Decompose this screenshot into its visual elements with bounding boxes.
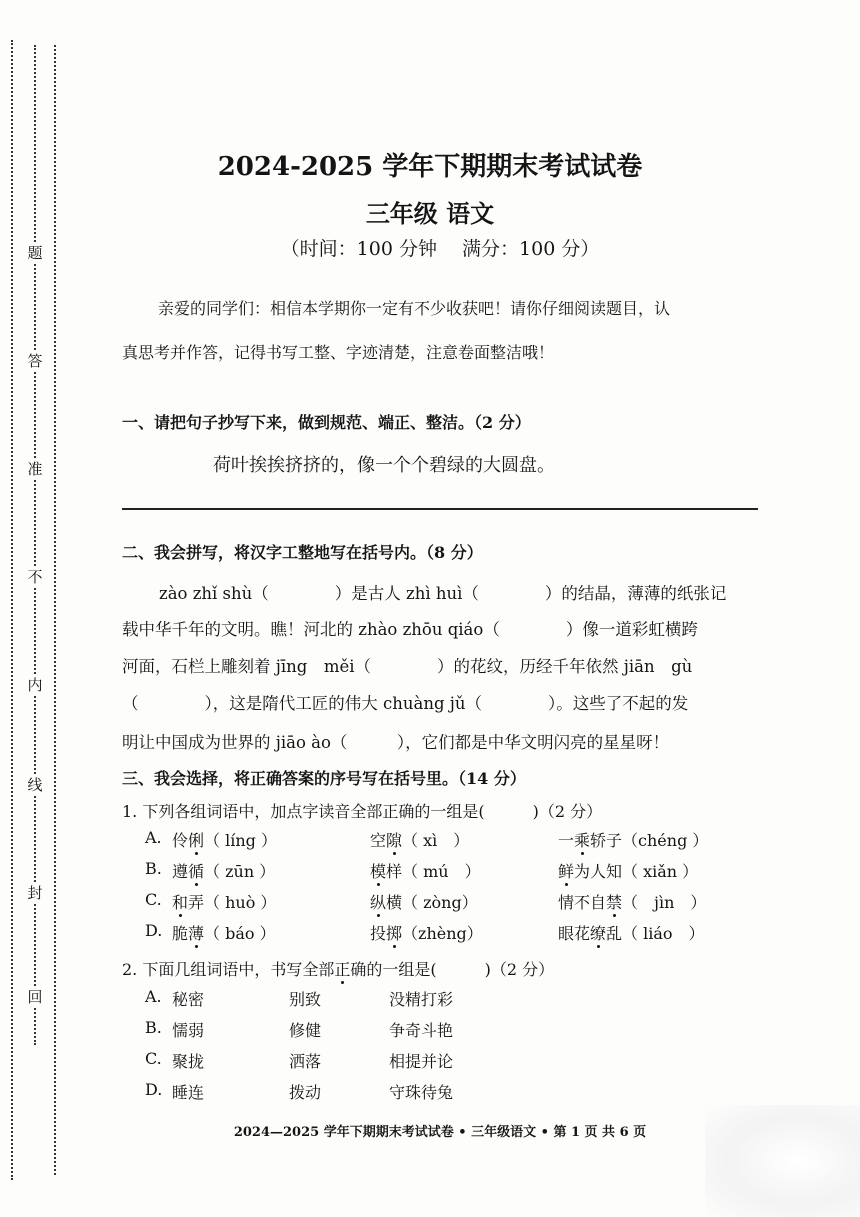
margin-char-6: 线 [27, 776, 43, 794]
q1-option-word: 鲜为人知（ xiǎn ） [558, 862, 699, 881]
pinyin-line-4: （ ），这是隋代工匠的伟大 chuàng jǔ（ ）。这些了不起的发 [122, 694, 689, 713]
q1-option-word: 模样（ mú ） [370, 862, 481, 881]
q2-option-word: 修健 [289, 1021, 322, 1040]
q2-option-word: 守珠待兔 [389, 1083, 454, 1102]
q2-option-word: 睡连 [172, 1083, 205, 1102]
section-3-heading: 三、我会选择，将正确答案的序号写在括号里。（14 分） [122, 769, 526, 788]
q1-option-label: C. [145, 890, 162, 909]
question-2-stem: 2. 下面几组词语中，书写全部正确的一组是( )（2 分） [122, 960, 555, 979]
page-footer: 2024—2025 学年下期期末考试试卷 • 三年级语文 • 第 1 页 共 6 页 [233, 1125, 647, 1140]
q2-option-word: 争奇斗艳 [389, 1021, 454, 1040]
q2-option-word: 没精打彩 [389, 990, 454, 1009]
q1-option-word: 遵循（ zūn ） [172, 862, 276, 881]
section-2-heading: 二、我会拼写，将汉字工整地写在括号内。（8 分） [122, 543, 483, 562]
q2-option-word: 聚拢 [172, 1052, 205, 1071]
q1-option-word: 伶俐（ líng ） [172, 831, 277, 850]
q1-option-label: A. [145, 828, 162, 847]
margin-char-1: 题 [27, 244, 43, 262]
margin-char-4: 不 [27, 568, 43, 586]
q2-option-word: 拨动 [289, 1083, 322, 1102]
q1-option-word: 眼花缭乱（ liáo ） [558, 924, 705, 943]
section-1-heading: 一、请把句子抄写下来，做到规范、端正、整洁。（2 分） [122, 413, 531, 432]
margin-char-7: 封 [27, 884, 43, 902]
copy-sentence: 荷叶挨挨挤挤的，像一个个碧绿的大圆盘。 [213, 455, 555, 476]
question-1-stem: 1. 下列各组词语中，加点字读音全部正确的一组是( )（2 分） [122, 802, 603, 821]
time-info: （时间：100 分钟 满分：100 分） [280, 238, 600, 260]
margin-char-5: 内 [27, 676, 43, 694]
q1-option-word: 投掷（zhèng） [370, 924, 483, 943]
exam-subtitle: 三年级 语文 [365, 199, 495, 228]
q1-option-word: 空隙（ xì ） [370, 831, 470, 850]
q2-option-label: A. [145, 987, 162, 1006]
q1-option-word: 情不自禁（ jìn ） [558, 893, 707, 912]
intro-line-1: 亲爱的同学们：相信本学期你一定有不少收获吧！请你仔细阅读题目，认 [158, 299, 671, 318]
q2-option-word: 洒落 [289, 1052, 322, 1071]
exam-title: 2024-2025 学年下期期末考试试卷 [217, 152, 643, 182]
pinyin-line-2: 载中华千年的文明。瞧！河北的 zhào zhōu qiáo（ ）像一道彩虹横跨 [122, 620, 698, 639]
q1-option-word: 纵横（ zòng） [370, 893, 478, 912]
q1-option-label: D. [145, 921, 163, 940]
margin-char-3: 准 [27, 460, 43, 478]
q2-option-word: 懦弱 [172, 1021, 205, 1040]
q1-option-label: B. [145, 859, 162, 878]
pinyin-line-5: 明让中国成为世界的 jiāo ào（ ），它们都是中华文明闪亮的星星呀！ [122, 733, 670, 752]
q1-option-word: 一乘轿子（chéng ） [558, 831, 709, 850]
q2-option-word: 秘密 [172, 990, 205, 1009]
copy-writing-line [122, 508, 758, 510]
margin-char-8: 回 [27, 988, 43, 1006]
q2-option-label: C. [145, 1049, 162, 1068]
pinyin-line-1: zào zhǐ shù（ ）是古人 zhì huì（ ）的结晶，薄薄的纸张记 [159, 584, 727, 603]
q2-option-label: B. [145, 1018, 162, 1037]
intro-line-2: 真思考并作答，记得书写工整、字迹清楚，注意卷面整洁哦！ [122, 343, 555, 362]
q2-option-word: 别致 [289, 990, 322, 1009]
q1-option-word: 和弄（ huò ） [172, 893, 277, 912]
photo-glare [705, 1105, 860, 1217]
q1-option-word: 脆薄（ báo ） [172, 924, 276, 943]
pinyin-line-3: 河面，石栏上雕刻着 jīng měi（ ）的花纹，历经千年依然 jiān gù [122, 657, 693, 676]
q2-option-label: D. [145, 1080, 163, 1099]
q2-option-word: 相提并论 [389, 1052, 454, 1071]
margin-char-2: 答 [27, 352, 43, 370]
